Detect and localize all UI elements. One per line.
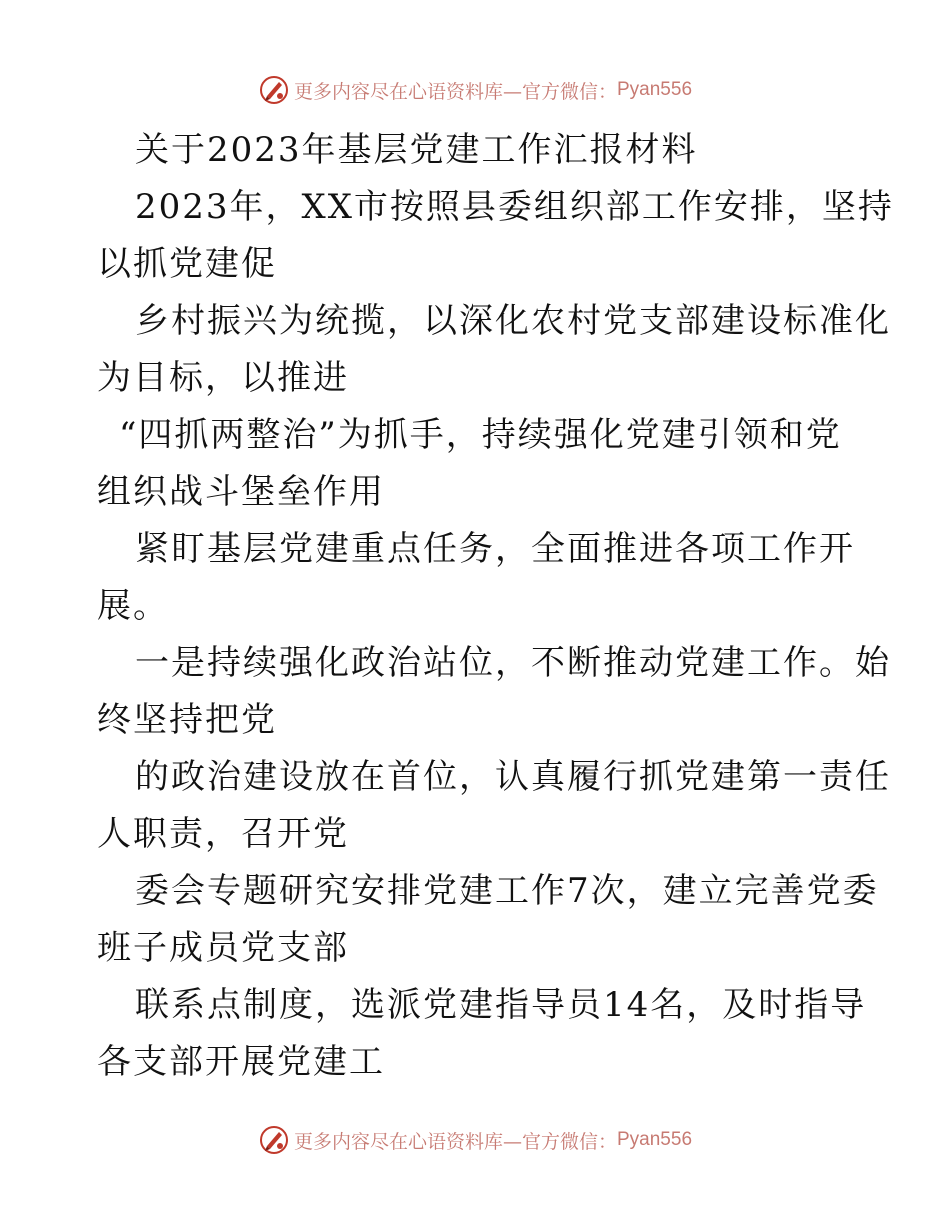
text-line: 班子成员党支部: [97, 928, 349, 968]
text-line: 组织战斗堡垒作用: [97, 472, 385, 512]
text-line: 以抓党建促: [97, 244, 277, 284]
text-line: 联系点制度，选派党建指导员14名，及时指导: [135, 985, 867, 1025]
text-line: 的政治建设放在首位，认真履行抓党建第一责任: [135, 757, 891, 797]
footer-banner: [0, 1120, 950, 1160]
text-line: 展。: [97, 586, 169, 626]
banner-text: 更多内容尽在心语资料库—官方微信：: [293, 1130, 617, 1153]
banner-wechat-id: Pyan556: [617, 79, 693, 100]
text-line: “四抓两整治”为抓手，持续强化党建引领和党: [119, 415, 842, 455]
text-line: 为目标，以推进: [97, 358, 349, 398]
text-line: 终坚持把党: [97, 700, 277, 740]
text-line: 委会专题研究安排党建工作7次，建立完善党委: [135, 871, 879, 911]
text-line: 人职责，召开党: [97, 814, 349, 854]
text-line: 一是持续强化政治站位，不断推动党建工作。始: [135, 643, 891, 683]
text-line: 乡村振兴为统揽，以深化农村党支部建设标准化: [135, 301, 891, 341]
document-title: 关于2023年基层党建工作汇报材料: [135, 130, 698, 170]
text-line: 紧盯基层党建重点任务，全面推进各项工作开: [135, 529, 855, 569]
header-banner: [0, 70, 950, 110]
pen-seal-icon: [258, 1124, 290, 1156]
document-body: [97, 122, 894, 1091]
text-line: 2023年，XX市按照县委组织部工作安排，坚持: [135, 187, 894, 227]
text-line: 各支部开展党建工: [97, 1042, 385, 1082]
pen-seal-icon: [258, 74, 290, 106]
banner-text: 更多内容尽在心语资料库—官方微信：: [293, 80, 617, 103]
banner-wechat-id: Pyan556: [617, 1129, 693, 1150]
